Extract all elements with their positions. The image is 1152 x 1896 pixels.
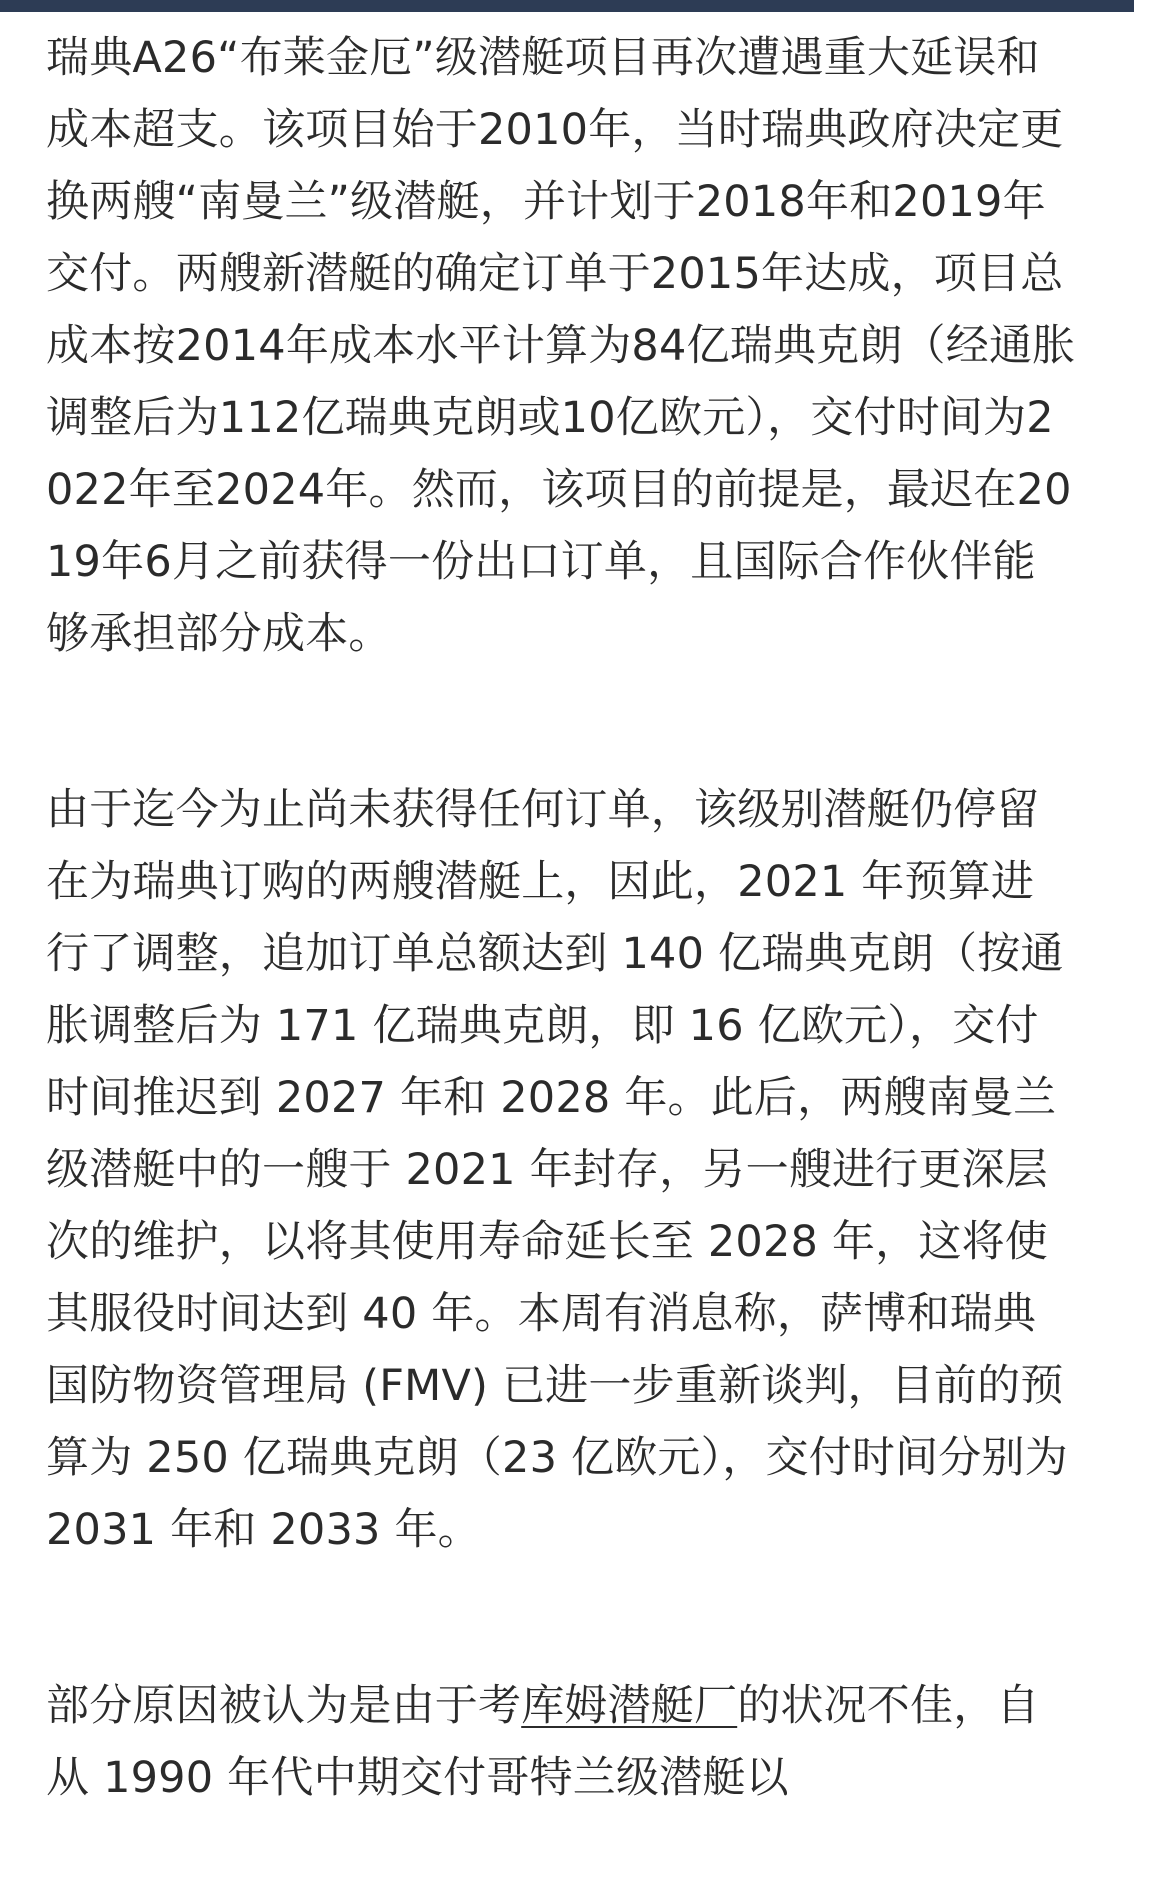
paragraph-spacer: [46, 670, 1076, 774]
article-paragraph-1: 瑞典A26“布莱金厄”级潜艇项目再次遭遇重大延误和成本超支。该项目始于2010年，当时瑞典政府决定更换两艘“南曼兰”级潜艇，并计划于2018年和2019年交付。两艘新潜艇的确定订单于2015年达成，项目总成本按2014年成本水平计算为84亿瑞典克朗（经通胀调整后为112亿瑞典克朗或10亿欧元），交付时间为2022年至2024年。然而，该项目的前提是，最迟在2019年6月之前获得一份出口订单，且国际合作伙伴能够承担部分成本。: [46, 33, 1076, 659]
paragraph-spacer: [46, 1566, 1076, 1670]
article-paragraph-2: 由于迄今为止尚未获得任何订单，该级别潜艇仍停留在为瑞典订购的两艘潜艇上，因此，2021 年预算进行了调整，追加订单总额达到 140 亿瑞典克朗（按通胀调整后为 171 亿瑞典克朗，即 16 亿欧元），交付时间推迟到 2027 年和 2028 年。此后，两艘南曼兰级潜艇中的一艘于 2021 年封存，另一艘进行更深层次的维护，以将其使用寿命延长至 2028 年，这将使其服役时间达到 40 年。本周有消息称，萨博和瑞典国防物资管理局 (FMV) 已进一步重新谈判，目前的预算为 250 亿瑞典克朗（23 亿欧元），交付时间分别为 2031 年和 2033 年。: [46, 785, 1068, 1555]
article-paragraph-3: [46, 1670, 1076, 1814]
paragraph-3-text-after: 的状况不佳，自从 1990 年代中期交付哥特兰级潜艇以: [46, 1681, 1040, 1803]
kockums-shipyard-link[interactable]: 库姆潜艇厂: [521, 1681, 738, 1731]
article-body: [46, 22, 1076, 1814]
top-bar: [0, 0, 1134, 12]
paragraph-3-text-before: 部分原因被认为是由于考: [46, 1681, 522, 1731]
